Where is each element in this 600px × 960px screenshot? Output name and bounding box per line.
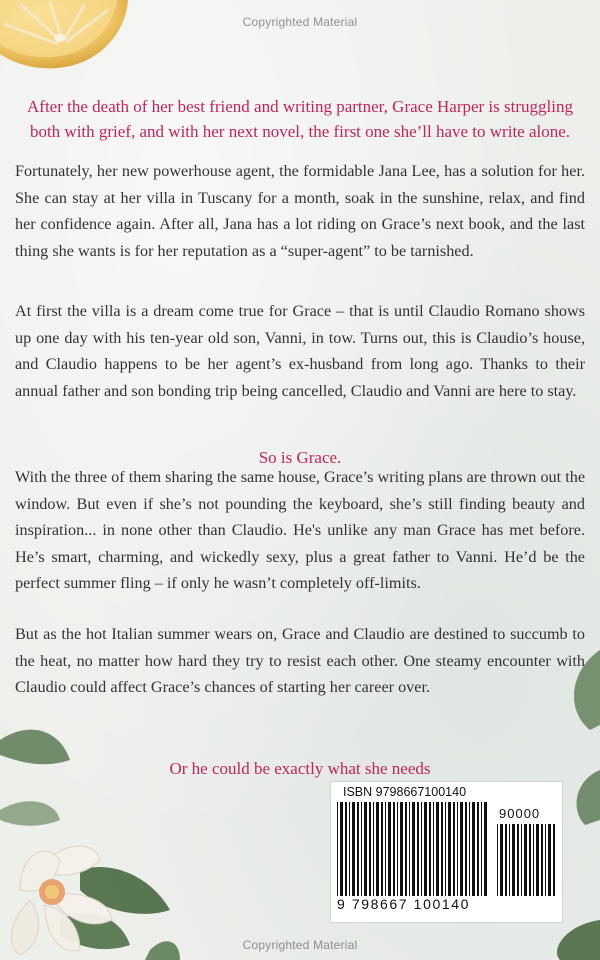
barcode-bar (497, 824, 498, 896)
barcode-bar (445, 802, 446, 896)
barcode-bar (417, 802, 419, 896)
barcode-bar (337, 802, 338, 896)
barcode-bar (545, 824, 546, 896)
intro-paragraph: After the death of her best friend and writing partner, Grace Harper is struggling both with grief, and with her next novel, the first one she’ll have to write alone. (27, 97, 573, 141)
barcode-bar (536, 824, 539, 896)
isbn-digits: 9 798667 100140 (337, 896, 470, 912)
lemon-slice-icon (0, 0, 140, 80)
ean-barcode-bars (337, 802, 491, 896)
body-paragraph-4: But as the hot Italian summer wears on, Grace and Claudio are destined to succumb to the heat, no matter how hard they try to resist each other. One steamy encounter with Claudio could affect Grace’s chances of starting her career over. (15, 625, 585, 696)
barcode-bar (352, 802, 355, 896)
barcode-bar (436, 802, 439, 896)
barcode-bar (529, 824, 531, 896)
barcode-bar (345, 802, 347, 896)
barcode-bar (385, 802, 386, 896)
barcode-bar (393, 802, 395, 896)
orange-blossom-icon (0, 700, 180, 960)
barcode-bar (500, 824, 503, 896)
barcode-bar (397, 802, 398, 896)
barcode-bar (429, 802, 431, 896)
barcode-bar (340, 802, 343, 896)
barcode-bar (481, 802, 482, 896)
barcode-bar (400, 802, 403, 896)
barcode-bar (349, 802, 350, 896)
isbn-barcode (331, 782, 562, 922)
barcode-bar (357, 802, 359, 896)
closing-tagline: Or he could be exactly what she needs (169, 759, 431, 778)
barcode-bar (405, 802, 407, 896)
barcode-bar (433, 802, 434, 896)
barcode-bar (533, 824, 534, 896)
barcode-bar (472, 802, 475, 896)
barcode-bar (388, 802, 391, 896)
barcode-bar (512, 824, 515, 896)
barcode-bar (361, 802, 362, 896)
barcode-bar (465, 802, 467, 896)
barcode-bar (369, 802, 371, 896)
body-paragraph-2: At first the villa is a dream come true for Grace – that is until Claudio Romano shows up one day with his ten-year old son, Vanni, in tow. Turns out, this is Claudio’s house, and Claudio happens to be her agent’s ex-husband from long ago. Thanks to their annual father and son bonding trip being cancelled, Claudio and Vanni are here to stay. (15, 302, 585, 400)
barcode-bar (364, 802, 367, 896)
copyright-watermark: Copyrighted Material (242, 15, 358, 29)
barcode-bar (484, 802, 487, 896)
barcode-bar (460, 802, 463, 896)
body-paragraph-1: Fortunately, her new powerhouse agent, the formidable Jana Lee, has a solution for her. She can stay at her villa in Tuscany for a month, soak in the sunshine, relax, and find her confidence again. After all, Jana has a lot riding on Grace’s next book, and the last thing she wants is for her reputation as a “super-agent” to be tarnished. (15, 162, 585, 260)
barcode-bar (548, 824, 551, 896)
barcode-bar (421, 802, 422, 896)
barcode-bar (457, 802, 458, 896)
barcode-bar (524, 824, 527, 896)
barcode-bar (448, 802, 451, 896)
leaf-icon (0, 801, 60, 825)
barcode-bar (553, 824, 555, 896)
barcode-bar (412, 802, 415, 896)
barcode-bar (505, 824, 507, 896)
barcode-bar (376, 802, 379, 896)
barcode-bar (373, 802, 374, 896)
barcode-bar (469, 802, 470, 896)
price-barcode-bars (497, 824, 557, 896)
barcode-bar (409, 802, 410, 896)
price-code: 90000 (499, 806, 541, 821)
barcode-bar (424, 802, 427, 896)
barcode-bar (509, 824, 510, 896)
barcode-bar (381, 802, 383, 896)
isbn-label: ISBN 9798667100140 (343, 785, 467, 799)
barcode-bar (453, 802, 455, 896)
barcode-bar (441, 802, 443, 896)
barcode-bar (477, 802, 479, 896)
body-paragraph-3: With the three of them sharing the same house, Grace’s writing plans are thrown out the window. But even if she’s not pounding the keyboard, she’s still finding beauty and inspiration... in none other than Claudio. He's unlike any man Grace has met before. He’s smart, charming, and wickedly sexy, plus a great father to Vanni. He’d be the perfect summer fling – if only he wasn’t completely off-limits. (15, 468, 585, 592)
barcode-bar (541, 824, 543, 896)
copyright-watermark-bottom: Copyrighted Material (242, 938, 358, 952)
so-is-grace-line: So is Grace. (258, 448, 342, 467)
barcode-bar (517, 824, 519, 896)
barcode-bar (521, 824, 522, 896)
